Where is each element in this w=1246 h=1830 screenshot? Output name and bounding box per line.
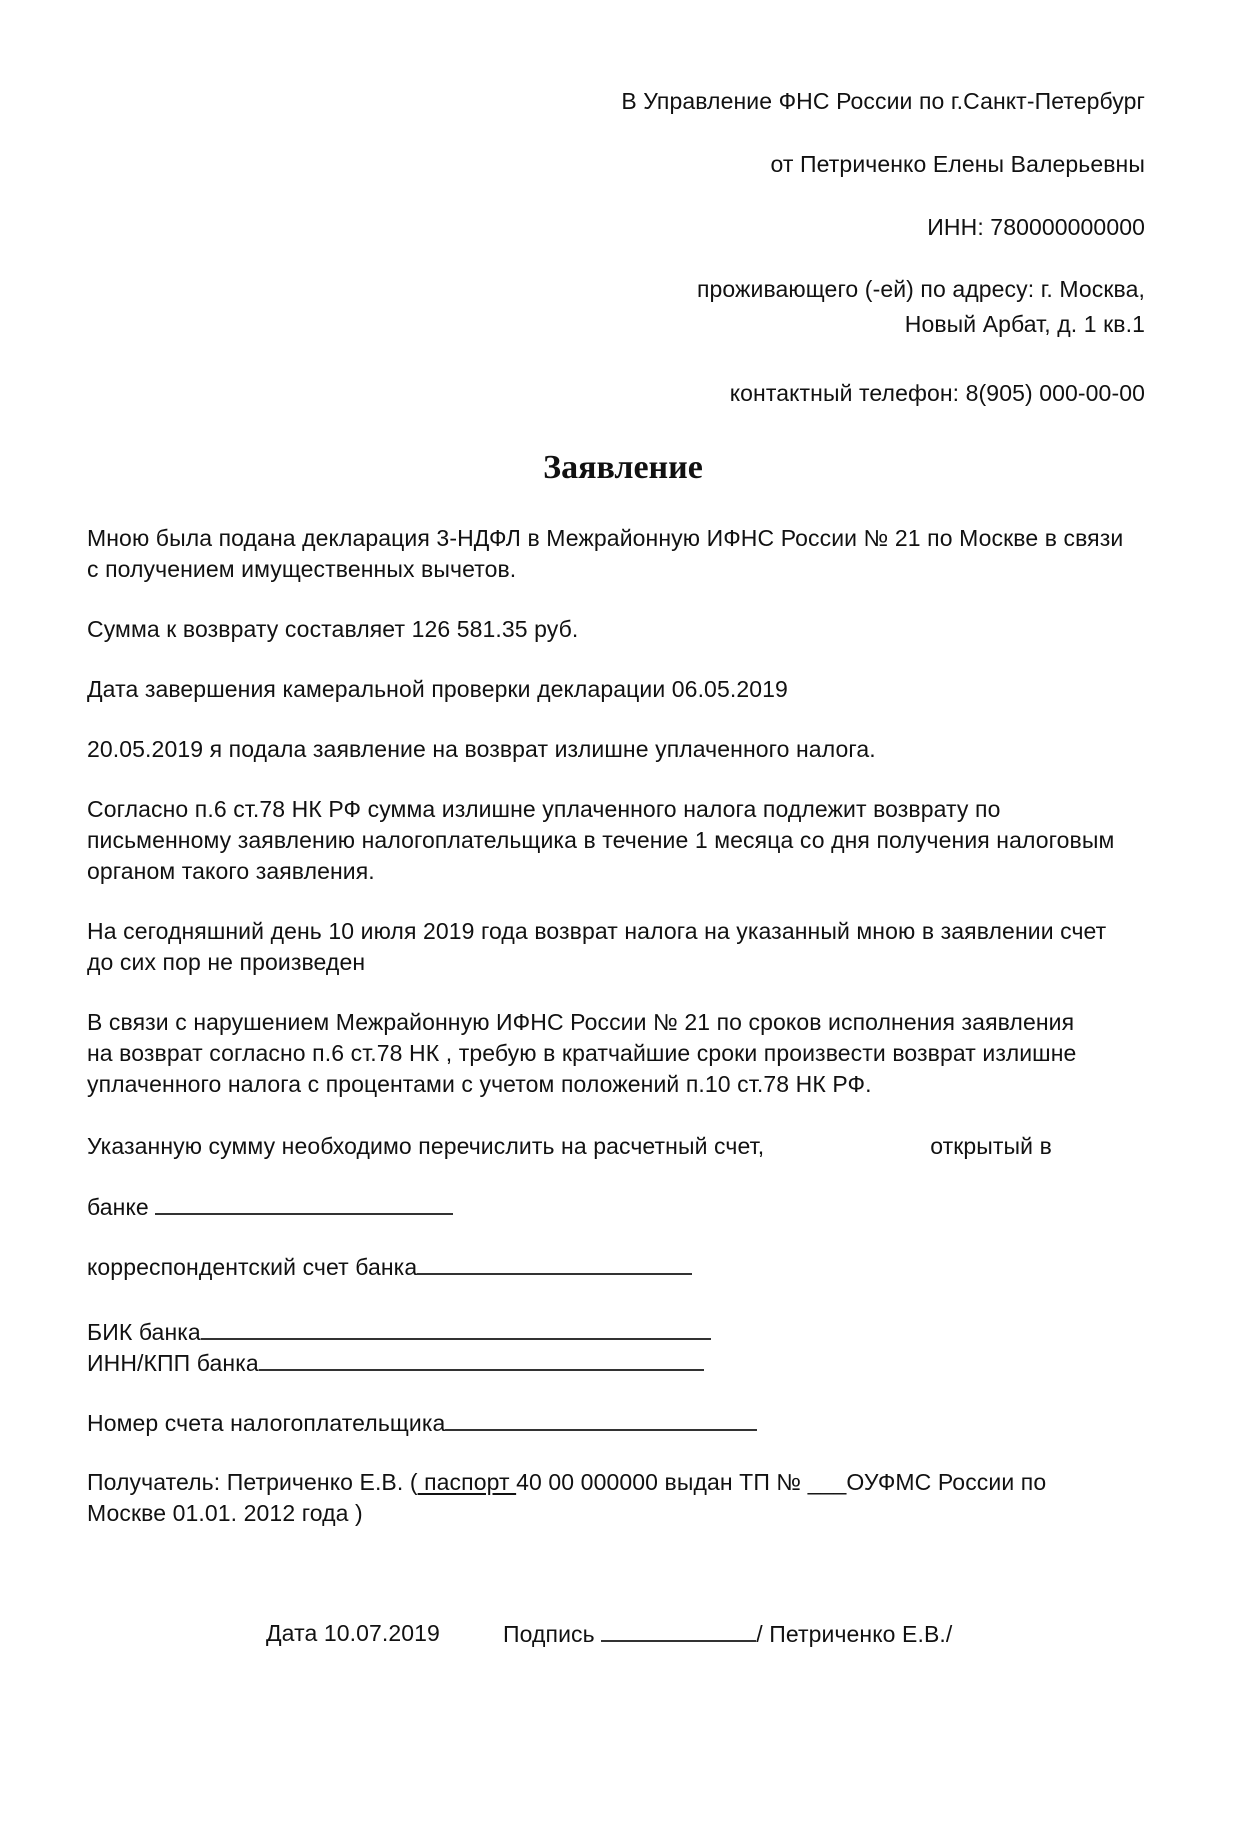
paragraph-refund-amount: Сумма к возврату составляет 126 581.35 руб.: [87, 616, 579, 642]
taxpayer-account-input[interactable]: [445, 1407, 757, 1431]
passport-label: паспорт: [417, 1469, 517, 1495]
paragraph-status-line-1: На сегодняшний день 10 июля 2019 года возврат налога на указанный мною в заявлении счет: [87, 918, 1107, 944]
sender-name: от Петриченко Елены Валерьевны: [770, 151, 1145, 177]
paragraph-status-line-2: до сих пор не произведен: [87, 949, 366, 975]
paragraph-law-line-2: письменному заявлению налогоплательщика в течение 1 месяца со дня получения налоговым: [87, 827, 1115, 853]
sender-inn: ИНН: 780000000000: [927, 214, 1145, 240]
inn-kpp-input[interactable]: [259, 1347, 704, 1371]
addressee: В Управление ФНС России по г.Санкт-Петербург: [621, 88, 1145, 114]
taxpayer-account-row: [87, 1407, 757, 1439]
contact-phone: контактный телефон: 8(905) 000-00-00: [729, 380, 1145, 406]
inn-kpp-label: ИНН/КПП банка: [87, 1350, 259, 1376]
paragraph-law-line-3: органом такого заявления.: [87, 858, 375, 884]
bank-field-row: [87, 1191, 453, 1223]
paragraph-application-date: 20.05.2019 я подала заявление на возврат излишне уплаченного налога.: [87, 736, 876, 762]
passport-details: 40 00 000000 выдан ТП №: [516, 1469, 808, 1495]
paragraph-1-line-2: с получением имущественных вычетов.: [87, 556, 517, 582]
recipient-prefix: Получатель: Петриченко Е.В. (: [87, 1469, 418, 1495]
corr-account-label: корреспондентский счет банка: [87, 1254, 418, 1280]
bank-name-input[interactable]: [155, 1191, 453, 1215]
signature-label: Подпись: [503, 1621, 595, 1647]
signature-row: [503, 1618, 952, 1650]
recipient-line-1: [87, 1467, 1046, 1498]
transfer-text: Указанную сумму необходимо перечислить на расчетный счет,: [87, 1133, 765, 1159]
ufms-text: ОУФМС России по: [846, 1469, 1047, 1495]
signature-date: Дата 10.07.2019: [266, 1620, 440, 1646]
paragraph-transfer: [87, 1131, 1052, 1162]
bik-label: БИК банка: [87, 1319, 201, 1345]
signature-name: / Петриченко Е.В./: [756, 1621, 953, 1647]
taxpayer-account-label: Номер счета налогоплательщика: [87, 1410, 446, 1436]
tp-number-blank[interactable]: ___: [807, 1469, 847, 1495]
corr-account-input[interactable]: [417, 1251, 692, 1275]
bik-row: [87, 1316, 711, 1348]
paragraph-demand-line-2: на возврат согласно п.6 ст.78 НК , требую в кратчайшие сроки произвести возврат излишне: [87, 1040, 1077, 1066]
address-line-2: Новый Арбат, д. 1 кв.1: [904, 311, 1145, 337]
address-line-1: проживающего (-ей) по адресу: г. Москва,: [696, 276, 1145, 302]
transfer-opened-in: открытый в: [930, 1133, 1052, 1159]
document-title: Заявление: [543, 449, 703, 486]
corr-account-row: [87, 1251, 692, 1283]
inn-kpp-row: [87, 1347, 704, 1379]
paragraph-demand-line-3: уплаченного налога с процентами с учетом положений п.10 ст.78 НК РФ.: [87, 1071, 872, 1097]
paragraph-audit-date: Дата завершения камеральной проверки декларации 06.05.2019: [87, 676, 788, 702]
bank-label: банке: [87, 1194, 149, 1220]
bik-input[interactable]: [201, 1316, 711, 1340]
paragraph-law-line-1: Согласно п.6 ст.78 НК РФ сумма излишне уплаченного налога подлежит возврату по: [87, 796, 1001, 822]
paragraph-1-line-1: Мною была подана декларация 3-НДФЛ в Межрайонную ИФНС России № 21 по Москве в связи: [87, 525, 1124, 551]
paragraph-demand-line-1: В связи с нарушением Межрайонную ИФНС России № 21 по сроков исполнения заявления: [87, 1009, 1075, 1035]
signature-input[interactable]: [601, 1618, 756, 1642]
recipient-line-2: Москве 01.01. 2012 года ): [87, 1500, 363, 1526]
